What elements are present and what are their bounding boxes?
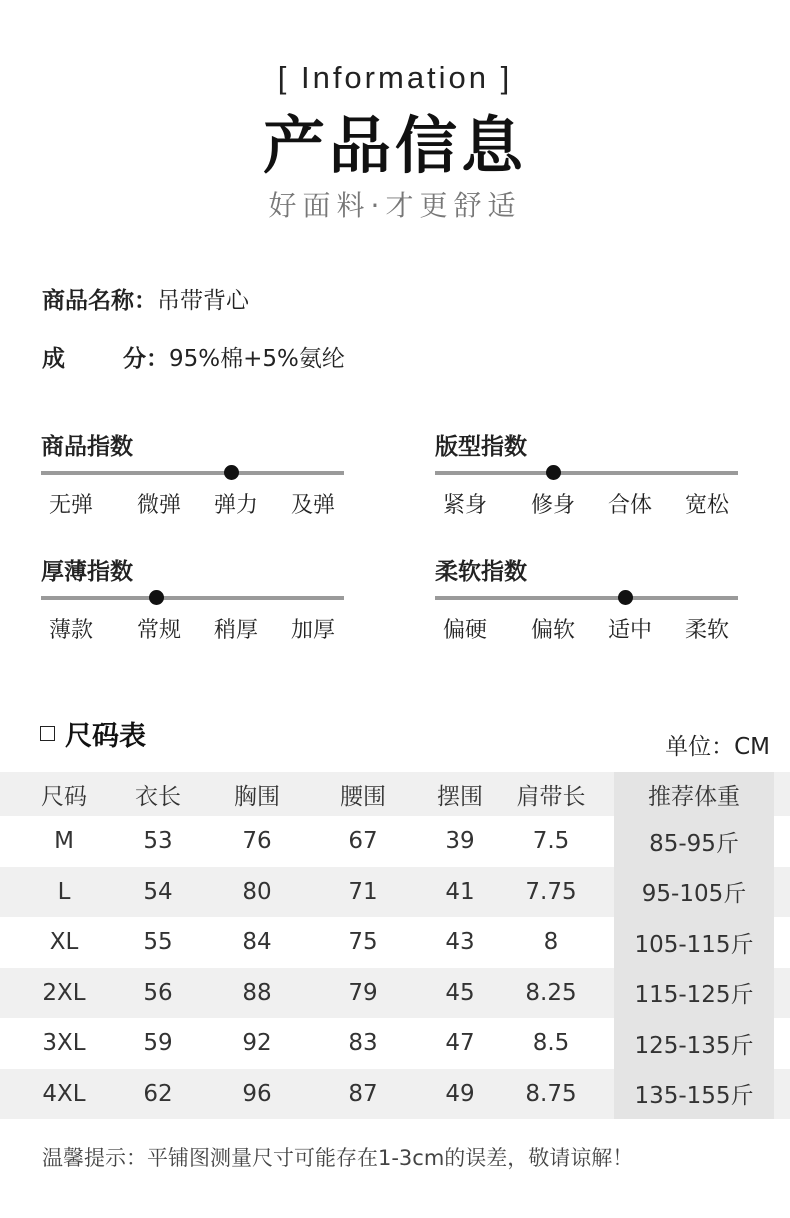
product-name-label: 商品名称：: [42, 288, 157, 314]
size-chart-heading: [40, 714, 146, 753]
index-track: [41, 462, 346, 484]
table-cell: 96: [242, 1080, 272, 1107]
product-name-row: [42, 282, 249, 315]
table-cell: 45: [445, 979, 475, 1006]
index-marker: [546, 465, 561, 480]
table-cell: 59: [143, 1030, 173, 1057]
softness-index: [435, 553, 740, 643]
fit-index: [435, 428, 740, 518]
composition-row: [42, 340, 345, 373]
index-title: 柔软指数: [435, 559, 527, 585]
table-cell: 115-125斤: [634, 982, 754, 1009]
table-cell: 8.75: [525, 1080, 577, 1107]
table-row: [0, 816, 790, 867]
table-cell: 49: [445, 1080, 475, 1107]
page-title: 产品信息: [262, 109, 527, 182]
table-cell: 76: [242, 828, 272, 855]
index-marker: [149, 590, 164, 605]
index-option: 薄款: [48, 618, 93, 643]
table-cell: L: [57, 878, 71, 905]
table-row: [0, 1018, 790, 1069]
table-cell: 87: [348, 1080, 378, 1107]
index-option: 修身: [530, 493, 575, 518]
composition-value: 95%棉+5%氨纶: [169, 346, 345, 372]
english-title: [ Information ]: [277, 60, 513, 95]
table-header-cell: 摆围: [437, 783, 483, 810]
size-chart-title: 尺码表: [65, 721, 146, 752]
table-cell: 39: [445, 828, 475, 855]
table-cell: 125-135斤: [634, 1032, 754, 1059]
product-name-value: 吊带背心: [157, 288, 249, 314]
table-header-cell: 胸围: [234, 783, 280, 810]
table-header-cell: 衣长: [135, 783, 181, 810]
table-cell: 135-155斤: [634, 1083, 754, 1110]
table-cell: 54: [143, 878, 173, 905]
index-option: 及弹: [290, 493, 335, 518]
table-cell: 55: [143, 929, 173, 956]
table-cell: 62: [143, 1080, 173, 1107]
index-option: 稍厚: [213, 618, 258, 643]
table-cell: 88: [242, 979, 272, 1006]
slogan: 好面料·才更舒适: [268, 189, 522, 222]
unit-label: 单位：CM: [665, 734, 770, 760]
table-cell: 95-105斤: [641, 881, 747, 908]
table-cell: 53: [143, 828, 173, 855]
index-title: 厚薄指数: [41, 559, 133, 585]
table-row: [0, 917, 790, 968]
index-option: 合体: [607, 493, 652, 518]
index-title: 版型指数: [435, 434, 527, 460]
index-track: [435, 462, 740, 484]
index-marker: [618, 590, 633, 605]
index-option: 加厚: [290, 618, 335, 643]
size-table: [0, 772, 790, 1119]
table-cell: 67: [348, 828, 378, 855]
table-cell: 105-115斤: [634, 931, 754, 958]
table-cell: 56: [143, 979, 173, 1006]
table-cell: 7.5: [532, 828, 570, 855]
table-cell: M: [54, 828, 74, 855]
table-cell: 4XL: [42, 1080, 86, 1107]
table-cell: 2XL: [42, 979, 86, 1006]
index-option: 常规: [136, 618, 181, 643]
index-option: 适中: [607, 618, 652, 643]
table-cell: 41: [445, 878, 475, 905]
table-header-cell: 肩带长: [516, 783, 586, 810]
index-option: 微弹: [136, 493, 181, 518]
table-cell: 8.5: [532, 1030, 570, 1057]
index-option: 弹力: [213, 493, 258, 518]
index-option: 紧身: [442, 493, 487, 518]
elasticity-index: [41, 428, 346, 518]
table-header-cell: 腰围: [340, 783, 386, 810]
index-marker: [224, 465, 239, 480]
table-row: [0, 968, 790, 1019]
table-cell: 83: [348, 1030, 378, 1057]
table-cell: 8: [543, 929, 559, 956]
table-cell: 71: [348, 878, 378, 905]
index-option: 偏软: [530, 618, 575, 643]
table-cell: XL: [49, 929, 79, 956]
index-option: 宽松: [684, 493, 729, 518]
table-row: [0, 867, 790, 918]
table-cell: 43: [445, 929, 475, 956]
table-cell: 84: [242, 929, 272, 956]
composition-label-second: 分：: [123, 346, 169, 372]
table-cell: 75: [348, 929, 378, 956]
composition-label-first: 成: [42, 346, 65, 372]
square-icon: [40, 726, 55, 741]
table-cell: 7.75: [525, 878, 577, 905]
index-track: [435, 587, 740, 609]
table-cell: 85-95斤: [649, 830, 739, 857]
table-cell: 92: [242, 1030, 272, 1057]
table-header-cell: 尺码: [41, 783, 87, 810]
table-row: [0, 1069, 790, 1120]
index-track: [41, 587, 346, 609]
index-title: 商品指数: [41, 434, 133, 460]
table-cell: 80: [242, 878, 272, 905]
index-option: 偏硬: [442, 618, 487, 643]
measurement-tip: 温馨提示：平铺图测量尺寸可能存在1-3cm的误差，敬请谅解！: [42, 1146, 634, 1170]
table-cell: 47: [445, 1030, 475, 1057]
table-cell: 79: [348, 979, 378, 1006]
table-header-cell: 推荐体重: [648, 783, 740, 810]
thickness-index: [41, 553, 346, 643]
table-cell: 3XL: [42, 1030, 86, 1057]
index-option: 柔软: [684, 618, 729, 643]
table-header-row: [0, 772, 790, 816]
table-cell: 8.25: [525, 979, 577, 1006]
index-option: 无弹: [48, 493, 93, 518]
